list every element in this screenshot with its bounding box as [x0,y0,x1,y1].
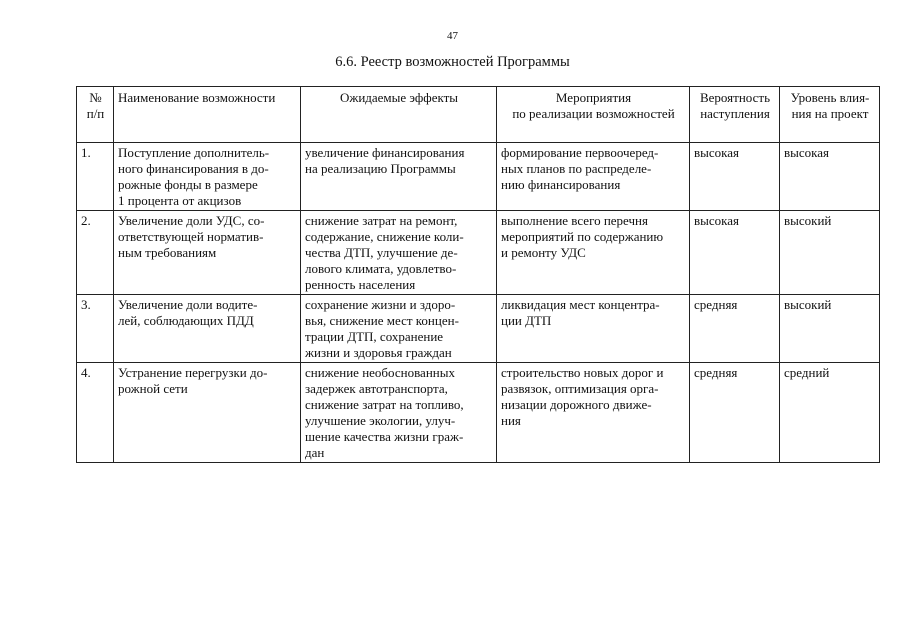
opportunities-registry-table [76,86,880,463]
header-effects: Ожидаемые эффекты [301,87,497,143]
cell-name: Увеличение доли УДС, со- ответствующей норматив- ным требованиям [114,211,301,295]
table-header [77,87,880,143]
cell-probability: высокая [690,211,780,295]
cell-impact: средний [780,363,880,463]
cell-impact: высокая [780,143,880,211]
cell-effects: сохранение жизни и здоро- вья, снижение мест концен- трации ДТП, сохранение жизни и здоровья граждан [301,295,497,363]
cell-probability: средняя [690,295,780,363]
cell-num: 1. [77,143,114,211]
table-row [77,363,880,463]
cell-impact: высокий [780,211,880,295]
cell-impact: высокий [780,295,880,363]
cell-measures: формирование первоочеред- ных планов по распределе- нию финансирования [497,143,690,211]
cell-measures: ликвидация мест концентра- ции ДТП [497,295,690,363]
table-body [77,143,880,463]
cell-num: 2. [77,211,114,295]
header-impact: Уровень влия- ния на проект [780,87,880,143]
cell-num: 4. [77,363,114,463]
page-number: 47 [447,30,458,42]
cell-probability: средняя [690,363,780,463]
cell-name: Устранение перегрузки до- рожной сети [114,363,301,463]
header-num: № п/п [77,87,114,143]
cell-name: Поступление дополнитель- ного финансирования в до- рожные фонды в размере 1 процента от акцизов [114,143,301,211]
cell-effects: снижение затрат на ремонт, содержание, снижение коли- чества ДТП, улучшение де- лового климата, удовлетво- ренность населения [301,211,497,295]
cell-measures: строительство новых дорог и развязок, оптимизация орга- низации дорожного движе- ния [497,363,690,463]
table-row [77,295,880,363]
cell-name: Увеличение доли водите- лей, соблюдающих ПДД [114,295,301,363]
header-name: Наименование возможности [114,87,301,143]
table-row [77,143,880,211]
header-row [77,87,880,143]
cell-num: 3. [77,295,114,363]
table-row [77,211,880,295]
cell-effects: увеличение финансирования на реализацию Программы [301,143,497,211]
cell-effects: снижение необоснованных задержек автотранспорта, снижение затрат на топливо, улучшение экологии, улуч- шение качества жизни граж- дан [301,363,497,463]
cell-probability: высокая [690,143,780,211]
header-measures: Мероприятия по реализации возможностей [497,87,690,143]
cell-measures: выполнение всего перечня мероприятий по содержанию и ремонту УДС [497,211,690,295]
section-title: 6.6. Реестр возможностей Программы [335,54,570,70]
header-probability: Вероятность наступления [690,87,780,143]
